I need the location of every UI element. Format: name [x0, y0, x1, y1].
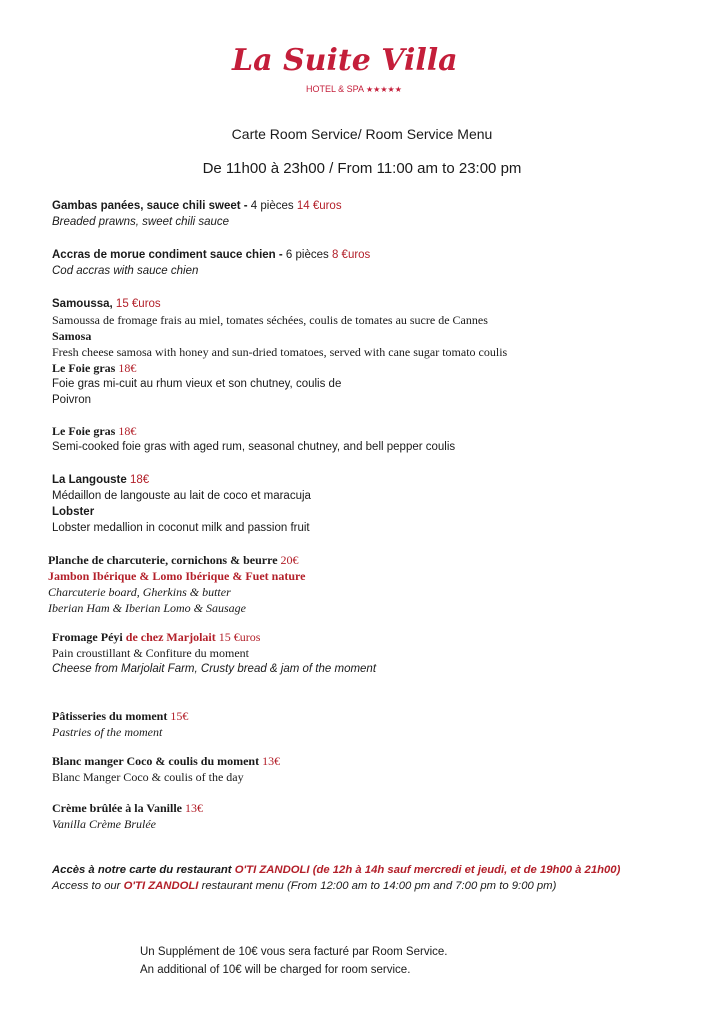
- item-price: 18€: [118, 424, 137, 438]
- item-blanc-manger: [52, 753, 280, 785]
- item-foie-gras-en: [52, 423, 455, 455]
- item-name: Le Foie gras: [52, 424, 119, 438]
- item-description-en: Vanilla Crème Brulée: [52, 817, 156, 831]
- item-price: 15€: [170, 709, 189, 723]
- item-name: Crème brûlée à la Vanille: [52, 801, 185, 815]
- item-description-fr: Samoussa de fromage frais au miel, tomates séchées, coulis de tomates au sucre de Cannes: [52, 313, 488, 327]
- item-price: 13€: [262, 754, 281, 768]
- item-description-fr: Foie gras mi-cuit au rhum vieux et son chutney, coulis de: [52, 378, 342, 390]
- item-price: 18€: [129, 474, 150, 486]
- item-description-en-2: Iberian Ham & Iberian Lomo & Sausage: [48, 601, 246, 615]
- menu-title: Carte Room Service/ Room Service Menu: [231, 126, 493, 142]
- item-langouste: [52, 472, 311, 536]
- item-patisseries: [52, 708, 188, 740]
- menu-hours: De 11h00 à 23h00 / From 11:00 am to 23:00 pm: [202, 160, 522, 177]
- item-description-en: Cheese from Marjolait Farm, Crusty bread & jam of the moment: [52, 663, 377, 675]
- item-foie-gras-fr: [52, 360, 341, 408]
- item-name-en: Samosa: [52, 329, 92, 343]
- item-name: Blanc manger Coco & coulis du moment: [52, 754, 263, 768]
- item-planche: [48, 552, 305, 616]
- supplement-en: An additional of 10€ will be charged for room service.: [140, 964, 411, 976]
- item-price: 15 €uros: [115, 298, 161, 310]
- restaurant-name-hours-fr: O'TI ZANDOLI (de 12h à 14h sauf mercredi et jeudi, et de 19h00 à 21h00): [234, 864, 621, 876]
- restaurant-hours-en: restaurant menu (From 12:00 am to 14:00 pm and 7:00 pm to 9:00 pm): [198, 880, 557, 892]
- item-description-en: Breaded prawns, sweet chili sauce: [52, 216, 230, 228]
- item-name: Pâtisseries du moment: [52, 709, 171, 723]
- item-name: Accras de morue condiment sauce chien -: [52, 249, 286, 261]
- item-price: 14 €uros: [296, 200, 342, 212]
- item-description-en: Blanc Manger Coco & coulis of the day: [52, 770, 244, 784]
- item-name-origin: de chez Marjolait: [125, 630, 219, 644]
- logo-sub: HOTEL & SPA: [306, 84, 365, 94]
- item-gambas: [52, 198, 342, 230]
- logo-main: La Suite Villa: [232, 43, 458, 78]
- item-description-fr-cont: Poivron: [52, 394, 91, 406]
- item-name: Planche de charcuterie, cornichons & beurre: [48, 553, 281, 567]
- item-creme-brulee: [52, 800, 203, 832]
- restaurant-access-en: Access to our: [52, 880, 124, 892]
- supplement-note: [140, 943, 447, 979]
- item-accras: [52, 247, 370, 279]
- item-price: 15 €uros: [218, 630, 261, 644]
- item-price: 20€: [280, 553, 299, 567]
- item-description-fr: Médaillon de langouste au lait de coco et maracuja: [52, 490, 311, 502]
- item-name: Fromage Péyi: [52, 630, 126, 644]
- item-name: Samoussa,: [52, 298, 116, 310]
- restaurant-access-fr: Accès à notre carte du restaurant: [52, 864, 235, 876]
- item-qty: 4 pièces: [250, 200, 297, 212]
- item-samoussa: [52, 296, 507, 360]
- item-description-fr: Pain croustillant & Confiture du moment: [52, 646, 249, 660]
- logo-stars: ★★★★★: [366, 85, 402, 94]
- restaurant-access: [52, 862, 620, 894]
- restaurant-name-en: O'TI ZANDOLI: [123, 880, 199, 892]
- item-price: 13€: [184, 801, 203, 815]
- item-description-en: Charcuterie board, Gherkins & butter: [48, 585, 231, 599]
- item-price: 8 €uros: [331, 249, 371, 261]
- hotel-logo: [230, 12, 458, 112]
- item-description-en: Cod accras with sauce chien: [52, 265, 199, 277]
- item-name: La Langouste: [52, 474, 130, 486]
- item-subtitle: Jambon Ibérique & Lomo Ibérique & Fuet nature: [48, 569, 306, 583]
- item-description-en: Pastries of the moment: [52, 725, 163, 739]
- supplement-fr: Un Supplément de 10€ vous sera facturé par Room Service.: [140, 946, 448, 958]
- item-description-en: Semi-cooked foie gras with aged rum, seasonal chutney, and bell pepper coulis: [52, 441, 456, 453]
- item-name-en: Lobster: [52, 506, 95, 518]
- item-description-en: Lobster medallion in coconut milk and passion fruit: [52, 522, 310, 534]
- item-price: 18€: [118, 361, 137, 375]
- item-qty: 6 pièces: [285, 249, 332, 261]
- item-description-en: Fresh cheese samosa with honey and sun-dried tomatoes, served with cane sugar tomato coulis: [52, 345, 508, 359]
- item-name: Gambas panées, sauce chili sweet -: [52, 200, 251, 212]
- item-fromage: [52, 629, 376, 677]
- item-name: Le Foie gras: [52, 361, 119, 375]
